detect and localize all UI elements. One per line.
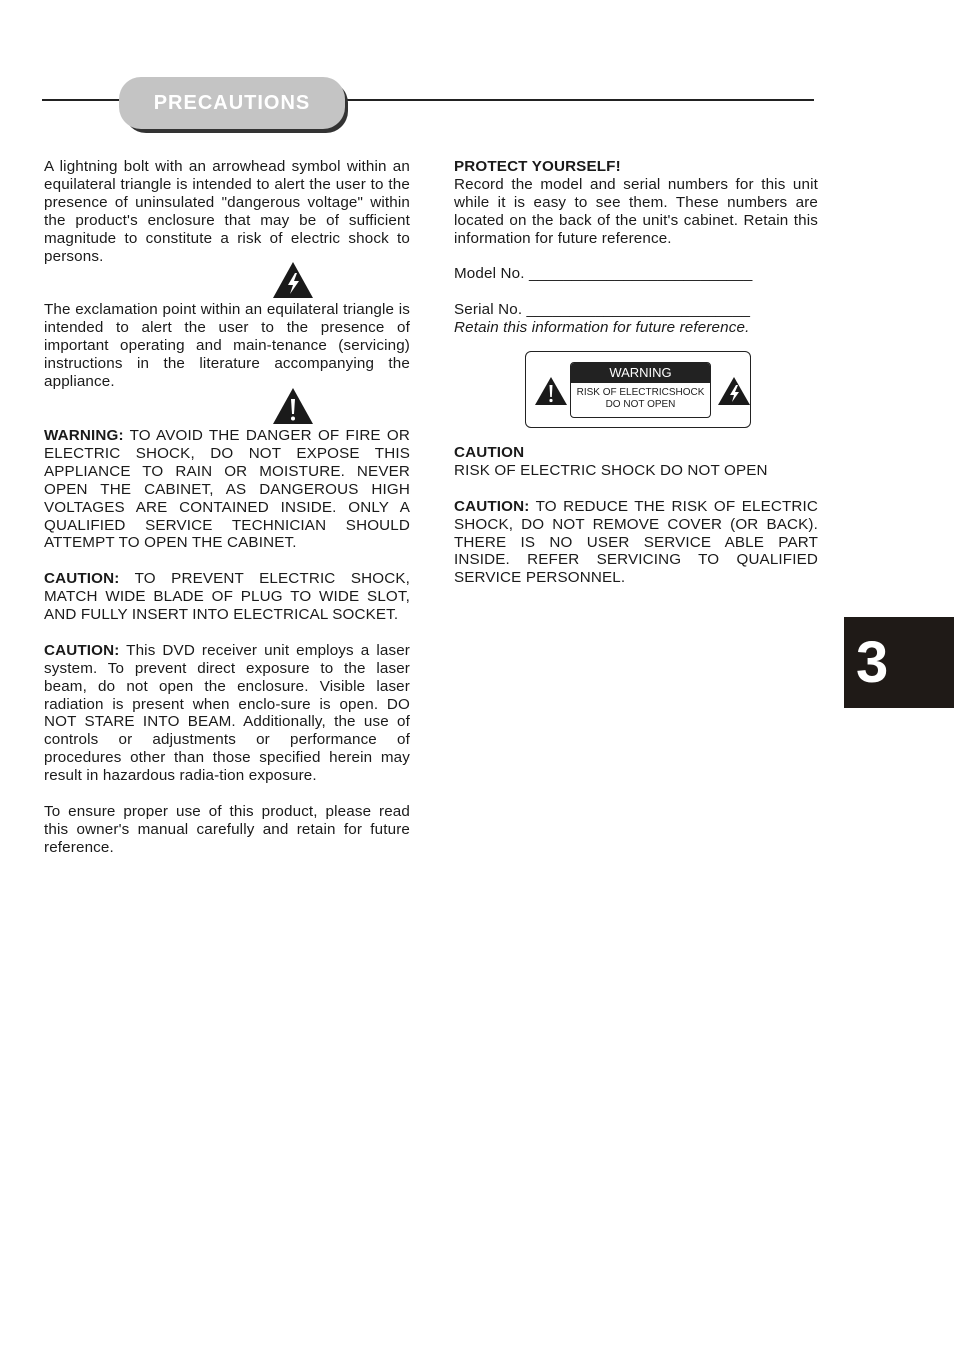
warning-label: WARNING: — [44, 426, 124, 444]
warning-label-text — [571, 383, 710, 411]
exclamation-triangle-icon — [534, 376, 568, 406]
protect-paragraph: Record the model and serial numbers for this unit while it is easy to see them. These numbers are located on the back of the unit's cabinet. Retain this information for future reference. — [454, 175, 818, 247]
lightning-paragraph: A lightning bolt with an arrowhead symbol within an equilateral triangle is intended to alert the user to the presence of uninsulated "dangerous voltage" within the product's enclosure that may be of sufficient magnitude to constitute a risk of electric shock to persons. — [44, 158, 410, 265]
caution-subtitle: RISK OF ELECTRIC SHOCK DO NOT OPEN — [454, 461, 768, 479]
caution-laser-text: This DVD receiver unit employs a laser system. To prevent direct exposure to the laser beam, do not open the enclosure. Visible laser radiation is present when enclo-sure is open. DO NOT STARE INTO BEAM. Additionally, the use of controls or adjustments or performance of procedures other than those specified herein may result in hazardous radia-tion exposure. — [44, 641, 410, 785]
retain-note: Retain this information for future reference. — [454, 319, 750, 337]
ensure-paragraph: To ensure proper use of this product, please read this owner's manual carefully and retain for future reference. — [44, 802, 410, 856]
caution-cover-paragraph — [454, 498, 818, 588]
warning-text: TO AVOID THE DANGER OF FIRE OR ELECTRIC SHOCK, DO NOT EXPOSE THIS APPLIANCE TO RAIN OR MOISTURE. NEVER OPEN THE CABINET, AS DANGEROUS HIGH VOLTAGES ARE CONTAINED INSIDE. ONLY A QUALIFIED SERVICE TECHNICIAN SHOULD ATTEMPT TO OPEN THE CABINET. — [44, 426, 410, 552]
warning-label-inner — [570, 362, 711, 418]
serial-number-line: Serial No. __________________________ — [454, 301, 751, 319]
warning-label-graphic — [525, 351, 751, 428]
caution-plug-text: TO PREVENT ELECTRIC SHOCK, MATCH WIDE BLADE OF PLUG TO WIDE SLOT, AND FULLY INSERT INTO ELECTRICAL SOCKET. — [44, 570, 410, 624]
caution-cover-text: TO REDUCE THE RISK OF ELECTRIC SHOCK, DO NOT REMOVE COVER (OR BACK). THERE IS NO USER SERVICE ABLE PART INSIDE. REFER SERVICING TO QUALIFIED SERVICE PERSONNEL. — [454, 497, 818, 587]
header-rule-left — [42, 99, 124, 101]
warning-label-line2: DO NOT OPEN — [605, 399, 676, 410]
exclamation-triangle-icon — [272, 387, 314, 425]
caution-laser-label: CAUTION: — [44, 641, 120, 659]
exclamation-paragraph: The exclamation point within an equilateral triangle is intended to alert the user to the presence of important operating and main-tenance (servicing) instructions in the literature accompanying the appliance. — [44, 301, 410, 391]
caution-laser-paragraph — [44, 642, 410, 785]
page-number-tab: 3 — [844, 617, 954, 708]
caution-title: CAUTION — [454, 444, 525, 461]
caution-plug-label: CAUTION: — [44, 570, 120, 588]
protect-title: PROTECT YOURSELF! — [454, 158, 621, 175]
right-column — [454, 158, 818, 337]
section-title: PRECAUTIONS — [119, 77, 345, 129]
left-column — [44, 158, 410, 857]
warning-label-heading: WARNING — [571, 363, 710, 383]
warning-paragraph — [44, 427, 410, 552]
caution-cover-label: CAUTION: — [454, 497, 530, 515]
lightning-triangle-icon — [272, 261, 314, 299]
model-number-line: Model No. __________________________ — [454, 265, 753, 283]
lightning-icon-wrap — [44, 261, 410, 301]
right-column-lower — [454, 444, 818, 587]
warning-label-line1: RISK OF ELECTRICSHOCK — [576, 387, 705, 398]
exclamation-icon-wrap — [44, 387, 410, 427]
caution-plug-paragraph — [44, 570, 410, 624]
header-rule-right — [340, 99, 814, 101]
lightning-triangle-icon — [717, 376, 751, 406]
